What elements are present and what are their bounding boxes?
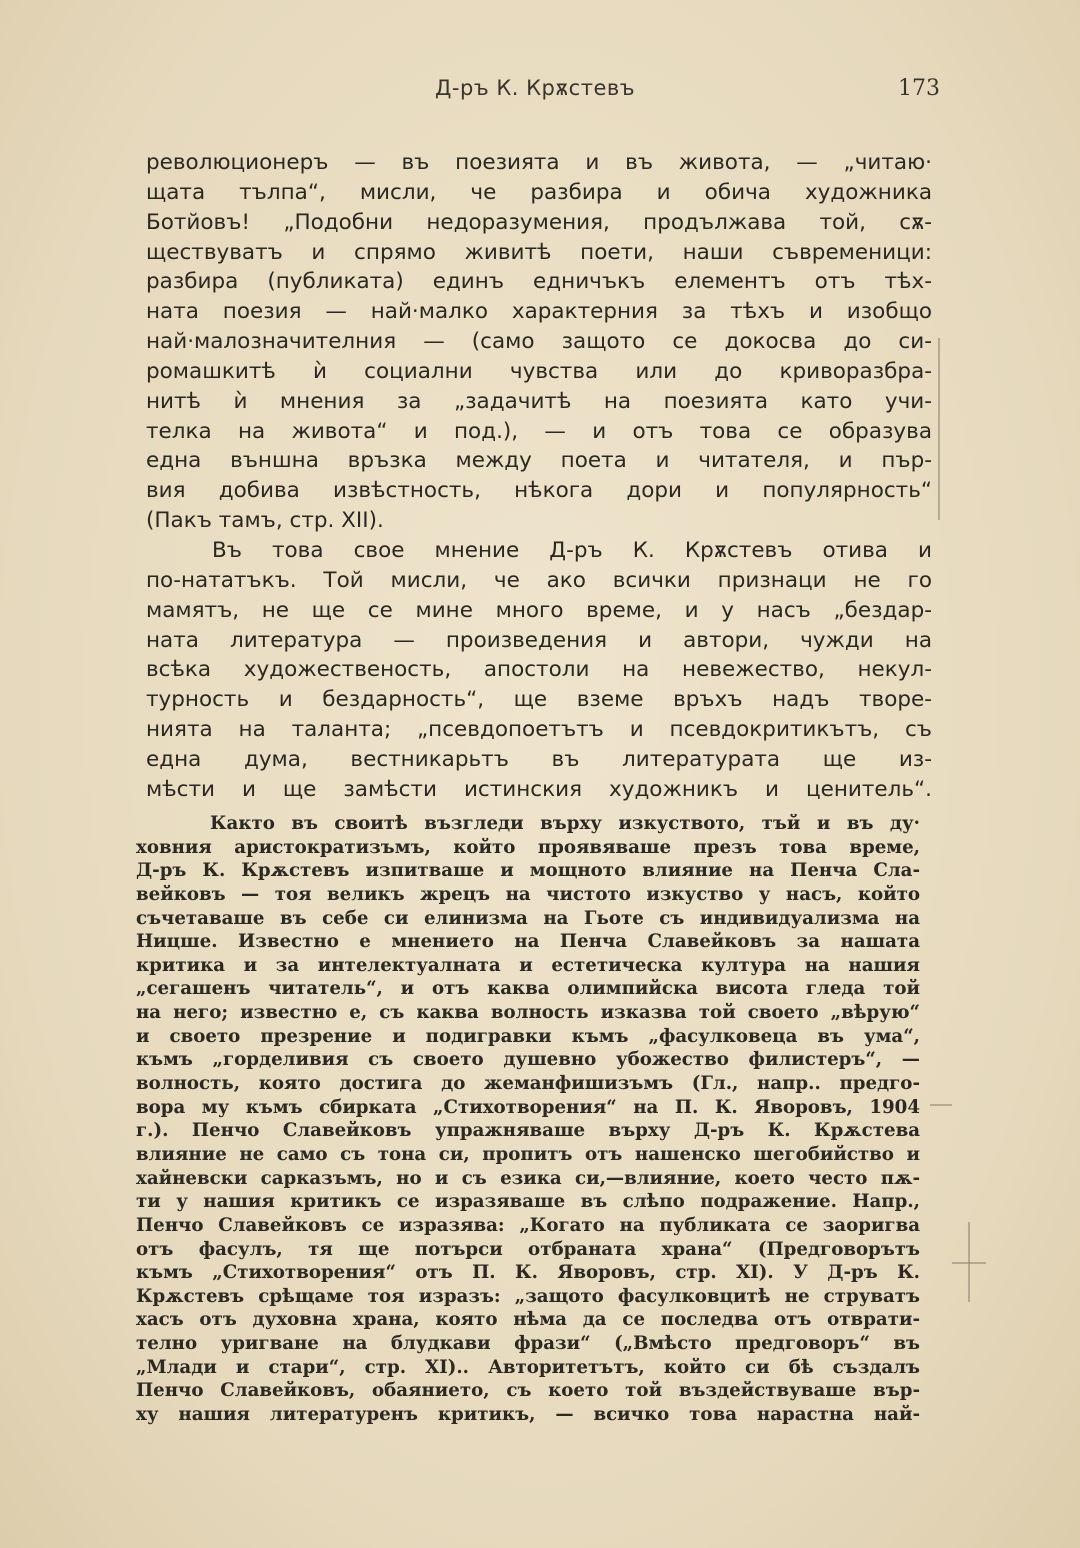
text-line: „сегашенъ читатель“, и отъ каква олимпийска висота гледа той (136, 978, 920, 1000)
text-line: къмъ „горделивия съ своето душевно убожество филистеръ“, — (136, 1049, 920, 1071)
text-line: г.). Пенчо Славейковъ упражняваше върху Д-ръ К. Крѫстева (136, 1120, 920, 1142)
margin-pencil-mark (952, 1262, 986, 1264)
text-line: Пенчо Славейковъ, обаянието, съ което той въздействуваше вър- (136, 1380, 920, 1402)
margin-pencil-mark (938, 338, 940, 520)
text-line: ществуватъ и спрямо живитѣ поети, наши съвременици: (146, 239, 932, 265)
text-line: хайневски сарказъмъ, но и съ езика си,—влияние, което често пѫ- (136, 1167, 920, 1189)
page-number: 173 (898, 76, 940, 101)
text-line: (Пакъ тамъ, стр. XII). (146, 508, 384, 534)
text-line: хасъ отъ духовна храна, която нѣма да се последва отъ отврати- (136, 1309, 920, 1331)
text-line: съчетаваше въ себе си елинизма на Гьоте съ индивидуализма на (136, 907, 920, 929)
text-line: вейковъ — тоя великъ жрецъ на чистото изкуство у насъ, който (136, 883, 920, 905)
text-line: Ницше. Известно е мнението на Пенча Славейковъ за нашата (136, 931, 920, 953)
small-print-text (136, 812, 920, 1427)
text-line: „Млади и стари“, стр. XI).. Авторитетътъ, който си бѣ създалъ (136, 1356, 920, 1378)
running-title: Д-ръ К. Крѫстевъ (435, 76, 636, 100)
text-line: нитѣ ѝ мнения за „задачитѣ на поезията като учи- (146, 388, 932, 414)
text-line: вия добива извѣстность, нѣкога дори и популярность“ (146, 478, 932, 504)
text-line: една външна връзка между поета и читателя, и пър- (146, 448, 932, 474)
text-line: волность, която достига до жеманфишизъмъ (Гл., напр.. предго- (136, 1073, 920, 1095)
text-line: ти у нашия критикъ се изразяваше въ слѣпо подражение. Напр., (136, 1191, 920, 1213)
text-line: Крѫстевъ срѣщаме тоя изразъ: „защото фасулковцитѣ не струватъ (136, 1285, 920, 1307)
text-line: ромашкитѣ ѝ социални чувства или до криворазбра- (146, 358, 932, 384)
text-line: Ботйовъ! „Подобни недоразумения, продължава той, сѫ- (146, 209, 932, 235)
text-line: по-нататъкъ. Той мисли, че ако всички признаци не го (146, 567, 932, 593)
paragraph-start: Въ това свое мнение Д-ръ К. Крѫстевъ отива и (212, 537, 932, 563)
text-line: вора му къмъ сбирката „Стихотворения“ на П. К. Яворовъ, 1904 (136, 1096, 920, 1118)
text-line: разбира (публиката) единъ едничъкъ елементъ отъ тѣх- (146, 269, 932, 295)
text-line: телно уригване на блудкави фрази“ („Вмѣсто предговоръ“ въ (136, 1333, 920, 1355)
text-line: мамятъ, не ще се мине много време, и у насъ „бездар- (146, 597, 932, 623)
text-line: влияние не само съ тона си, пропитъ отъ нашенско шегобийство и (136, 1143, 920, 1165)
text-line: ната литература — произведения и автори, чужди на (146, 627, 932, 653)
text-line: турность и бездарность“, ще вземе връхъ надъ творе- (146, 687, 932, 713)
text-line: всѣка художественость, апостоли на невежество, некул- (146, 657, 932, 683)
text-line: и своето презрение и подигравки къмъ „фасулковеца въ ума“, (136, 1025, 920, 1047)
text-line: една дума, вестникарьтъ въ литературата ще из- (146, 746, 932, 772)
text-line: най·малозначителния — (само защото се докосва до си- (146, 329, 932, 355)
text-line: мѣсти и ще замѣсти истинския художникъ и ценитель“. (146, 776, 932, 802)
text-line: ховния аристократизъмъ, който проявяваше презъ това време, (136, 836, 920, 858)
text-line: ху нашия литературенъ критикъ, — всичко това нарастна най- (136, 1404, 920, 1426)
text-line: телка на живота“ и под.), — и отъ това се образува (146, 418, 932, 444)
text-line: Д-ръ К. Крѫстевъ изпитваше и мощното влияние на Пенча Сла- (136, 860, 920, 882)
text-line: на него; известно е, съ каква волность изказва той своето „вѣрую“ (136, 1002, 920, 1024)
text-line: революционеръ — въ поезията и въ живота, — „читаю· (146, 150, 932, 175)
text-line: щата тълпа“, мисли, че разбира и обича художника (146, 179, 932, 205)
text-line: къмъ „Стихотворения“ отъ П. К. Яворовъ, стр. XI). У Д-ръ К. (136, 1262, 920, 1284)
page-header (0, 76, 1080, 110)
text-line: ната поезия — най·малко характерния за тѣхъ и изобщо (146, 299, 932, 325)
paragraph-start: Както въ своитѣ възгледи върху изкуството, тъй и въ ду· (210, 813, 920, 834)
text-line: Пенчо Славейковъ се изразява: „Когато на публиката се заоригва (136, 1214, 920, 1236)
text-line: нията на таланта; „псевдопоетътъ и псевдокритикътъ, съ (146, 717, 932, 743)
text-line: отъ фасулъ, тя ще потърси отбраната храна“ (Предговорътъ (136, 1238, 920, 1260)
margin-pencil-mark (930, 1104, 952, 1106)
text-line: критика и за интелектуалната и естетическа култура на нашия (136, 954, 920, 976)
main-text (146, 148, 932, 805)
